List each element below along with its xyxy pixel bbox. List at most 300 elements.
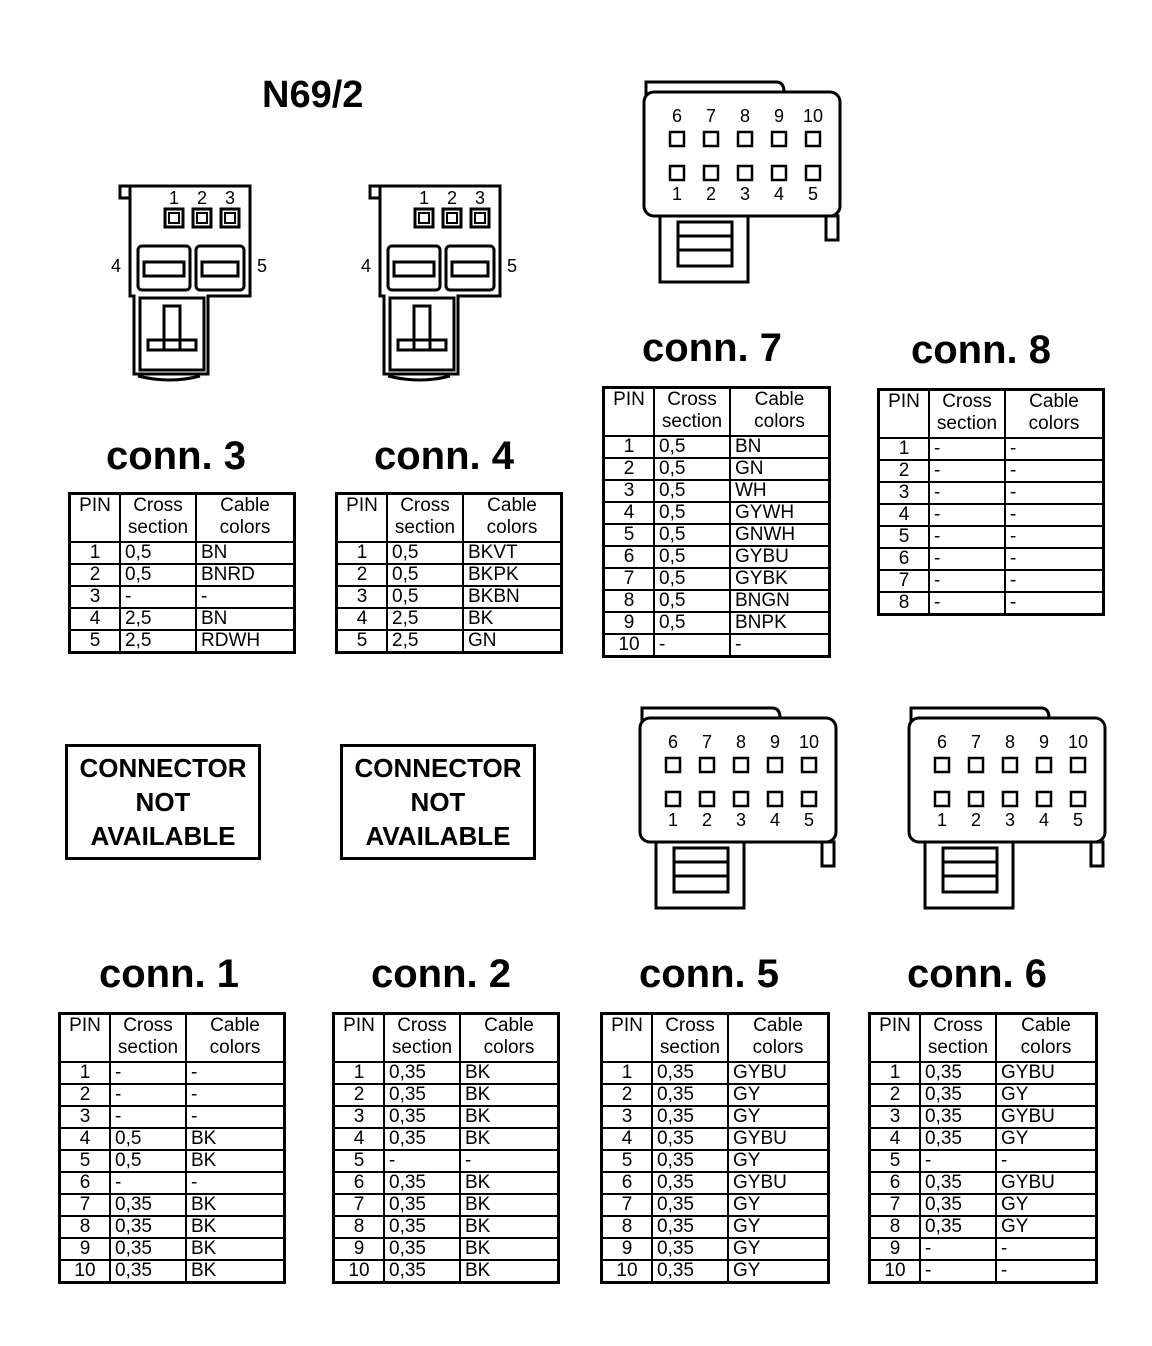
cross-section-cell: 0,5	[654, 546, 730, 568]
cross-section-cell: -	[110, 1084, 186, 1106]
table-row	[870, 1062, 1097, 1084]
cross-section-cell: 0,35	[110, 1260, 186, 1283]
pin-cell: 7	[334, 1194, 385, 1216]
cross-section-cell: 2,5	[120, 608, 196, 630]
cable-color-cell: BK	[186, 1150, 285, 1172]
table-row	[879, 482, 1104, 504]
pin-label: 3	[224, 188, 236, 208]
cable-color-cell: BK	[186, 1194, 285, 1216]
cable-color-cell: GYWH	[730, 502, 830, 524]
pin-cell: 4	[870, 1128, 921, 1150]
cable-color-cell: GYBU	[728, 1128, 829, 1150]
table-row	[604, 546, 830, 568]
pin-label: 6	[936, 732, 948, 752]
table-row	[870, 1238, 1097, 1260]
table-row	[60, 1106, 285, 1128]
cable-color-cell: -	[186, 1084, 285, 1106]
pin-cavity	[738, 132, 752, 146]
cable-color-cell: -	[1005, 482, 1104, 504]
cable-color-cell: GYBU	[728, 1172, 829, 1194]
pin-label: 3	[474, 188, 486, 208]
pin-label: 7	[705, 106, 717, 126]
table-row	[602, 1128, 829, 1150]
pin-cell: 5	[602, 1150, 653, 1172]
cable-color-cell: BKPK	[463, 564, 562, 586]
table-header-row	[334, 1014, 559, 1063]
cross-section-header: Cross section	[929, 390, 1005, 439]
cross-section-cell: -	[654, 634, 730, 657]
table-row	[879, 460, 1104, 482]
cross-section-cell: -	[110, 1172, 186, 1194]
pin-cavity-inner	[475, 213, 485, 223]
pin-cell: 3	[870, 1106, 921, 1128]
na-line3: AVAILABLE	[365, 821, 511, 851]
pin-label: 4	[110, 256, 122, 276]
cross-section-cell: 0,35	[652, 1238, 728, 1260]
pin-cavity	[802, 758, 816, 772]
connector-6-drawing	[905, 704, 1110, 909]
connector-3-drawing	[112, 178, 282, 383]
pin-cell: 10	[334, 1260, 385, 1283]
cross-section-cell: -	[929, 526, 1005, 548]
power-terminal	[394, 262, 434, 276]
cable-color-cell: -	[186, 1062, 285, 1084]
pin-cell: 3	[334, 1106, 385, 1128]
cable-color-cell: GYBU	[996, 1106, 1097, 1128]
cable-color-cell: GY	[728, 1194, 829, 1216]
pin-cell: 4	[604, 502, 655, 524]
pin-cell: 6	[334, 1172, 385, 1194]
table-row	[337, 542, 562, 564]
cable-color-cell: GY	[728, 1084, 829, 1106]
cable-color-cell: BK	[460, 1106, 559, 1128]
cross-section-cell: -	[920, 1260, 996, 1283]
table-header-row	[337, 494, 562, 543]
pin-cell: 7	[604, 568, 655, 590]
connector-not-available-2	[340, 744, 536, 860]
cross-section-cell: 0,35	[384, 1216, 460, 1238]
cross-section-cell: 0,5	[110, 1128, 186, 1150]
pin-cavity	[415, 209, 433, 227]
pin-cell: 7	[879, 570, 930, 592]
pin-cell: 6	[879, 548, 930, 570]
conn8-table	[877, 388, 1105, 616]
cross-section-cell: -	[929, 504, 1005, 526]
pin-cavity	[666, 792, 680, 806]
pin-label: 1	[667, 810, 679, 830]
pin-cell: 5	[879, 526, 930, 548]
pin-cell: 9	[602, 1238, 653, 1260]
power-terminal	[144, 262, 184, 276]
cross-section-cell: 0,35	[110, 1216, 186, 1238]
pin-cavity	[969, 792, 983, 806]
pin-cavity-inner	[225, 213, 235, 223]
connector-latch	[822, 842, 834, 866]
pin-cavity	[704, 166, 718, 180]
table-row	[337, 608, 562, 630]
cross-section-cell: 0,5	[654, 480, 730, 502]
table-row	[879, 526, 1104, 548]
lock-cavity	[140, 298, 204, 370]
cable-color-cell: GY	[996, 1084, 1097, 1106]
pin-label: 4	[773, 184, 785, 204]
pin-cell: 2	[870, 1084, 921, 1106]
cross-section-cell: -	[929, 438, 1005, 460]
pin-cell: 4	[60, 1128, 111, 1150]
pin-cavity-inner	[419, 213, 429, 223]
conn7-table	[602, 386, 831, 658]
pin-cavity	[1037, 758, 1051, 772]
table-row	[334, 1084, 559, 1106]
pin-cavity	[768, 792, 782, 806]
connector-base	[388, 376, 450, 380]
pin-cell: 6	[604, 546, 655, 568]
cross-section-cell: -	[384, 1150, 460, 1172]
cross-section-cell: 2,5	[120, 630, 196, 653]
cable-color-cell: BNGN	[730, 590, 830, 612]
pin-label: 3	[735, 810, 747, 830]
cross-section-cell: 0,5	[654, 458, 730, 480]
cross-section-cell: 0,35	[110, 1238, 186, 1260]
cable-color-cell: -	[1005, 438, 1104, 460]
cable-color-cell: GN	[463, 630, 562, 653]
cross-section-cell: 0,5	[387, 542, 463, 564]
conn3-title: conn. 3	[106, 434, 247, 478]
table-row	[604, 590, 830, 612]
table-row	[604, 458, 830, 480]
table-row	[879, 504, 1104, 526]
pin-cavity	[1037, 792, 1051, 806]
cross-section-cell: 0,35	[652, 1194, 728, 1216]
power-terminal	[452, 262, 488, 276]
pin-cell: 2	[334, 1084, 385, 1106]
table-row	[602, 1172, 829, 1194]
pin-cell: 4	[70, 608, 121, 630]
cross-section-cell: 0,35	[652, 1260, 728, 1283]
pin-cell: 9	[334, 1238, 385, 1260]
table-row	[60, 1062, 285, 1084]
pin-label: 4	[769, 810, 781, 830]
cross-section-cell: 0,35	[110, 1194, 186, 1216]
lock-cavity	[674, 848, 728, 892]
table-row	[334, 1150, 559, 1172]
cable-colors-header: Cable colors	[728, 1014, 829, 1063]
conn4-title: conn. 4	[374, 434, 515, 478]
table-row	[602, 1216, 829, 1238]
cable-color-cell: BK	[186, 1238, 285, 1260]
table-row	[870, 1084, 1097, 1106]
table-header-row	[60, 1014, 285, 1063]
cross-section-cell: 0,5	[654, 502, 730, 524]
pin-label: 5	[803, 810, 815, 830]
cross-section-cell: 2,5	[387, 608, 463, 630]
pin-cell: 1	[60, 1062, 111, 1084]
pin-cell: 6	[60, 1172, 111, 1194]
connector-base	[138, 376, 200, 380]
table-row	[334, 1238, 559, 1260]
pin-cell: 10	[602, 1260, 653, 1283]
cable-color-cell: BKVT	[463, 542, 562, 564]
table-header-row	[70, 494, 295, 543]
pin-cavity	[670, 132, 684, 146]
pin-cavity	[193, 209, 211, 227]
cable-colors-header: Cable colors	[730, 388, 830, 437]
pin-cell: 8	[60, 1216, 111, 1238]
conn2-table	[332, 1012, 560, 1284]
pin-header: PIN	[879, 390, 930, 439]
conn8-title: conn. 8	[911, 328, 1052, 372]
cable-colors-header: Cable colors	[996, 1014, 1097, 1063]
pin-label: 3	[1004, 810, 1016, 830]
connector-4-drawing	[362, 178, 532, 383]
pin-header: PIN	[70, 494, 121, 543]
lock-base	[148, 340, 196, 350]
cable-color-cell: GY	[728, 1106, 829, 1128]
table-row	[602, 1150, 829, 1172]
lock-tab	[164, 306, 180, 350]
lock-tab	[414, 306, 430, 350]
cross-section-cell: 0,35	[384, 1062, 460, 1084]
cable-color-cell: -	[730, 634, 830, 657]
lock-cavity	[390, 298, 454, 370]
table-row	[334, 1216, 559, 1238]
connector-latch	[826, 216, 838, 240]
cross-section-cell: 0,35	[920, 1128, 996, 1150]
table-row	[602, 1062, 829, 1084]
pin-header: PIN	[604, 388, 655, 437]
pin-cell: 1	[602, 1062, 653, 1084]
connector-hood	[911, 708, 1049, 722]
cross-section-header: Cross section	[120, 494, 196, 543]
table-row	[60, 1216, 285, 1238]
conn1-table	[58, 1012, 286, 1284]
connector-latch	[120, 186, 130, 198]
cable-color-cell: GY	[728, 1238, 829, 1260]
cross-section-cell: 0,35	[652, 1084, 728, 1106]
lock-cavity	[943, 848, 997, 892]
cross-section-cell: -	[110, 1106, 186, 1128]
pin-cavity	[734, 792, 748, 806]
cable-color-cell: BK	[460, 1062, 559, 1084]
cable-color-cell: GY	[996, 1128, 1097, 1150]
cable-color-cell: -	[1005, 570, 1104, 592]
table-row	[70, 608, 295, 630]
pin-cavity-inner	[169, 213, 179, 223]
pin-cavity	[670, 166, 684, 180]
cable-color-cell: BK	[186, 1128, 285, 1150]
cross-section-header: Cross section	[387, 494, 463, 543]
pin-label: 9	[1038, 732, 1050, 752]
pin-cavity	[700, 792, 714, 806]
pin-cavity	[443, 209, 461, 227]
cable-color-cell: -	[186, 1106, 285, 1128]
pin-label: 2	[970, 810, 982, 830]
connector-hood	[642, 708, 780, 722]
pin-cavity	[666, 758, 680, 772]
cross-section-cell: 0,35	[652, 1062, 728, 1084]
pin-cavity-inner	[447, 213, 457, 223]
cable-color-cell: GY	[996, 1194, 1097, 1216]
table-row	[870, 1150, 1097, 1172]
na-line2: NOT	[135, 787, 191, 817]
cable-color-cell: GN	[730, 458, 830, 480]
table-row	[70, 542, 295, 564]
pin-cell: 1	[879, 438, 930, 460]
connector-hood	[646, 82, 784, 96]
pin-cell: 10	[604, 634, 655, 657]
conn6-table	[868, 1012, 1098, 1284]
cross-section-cell: 0,5	[120, 564, 196, 586]
cross-section-cell: 0,35	[384, 1084, 460, 1106]
pin-label: 2	[196, 188, 208, 208]
connector-latch	[370, 186, 380, 198]
cable-color-cell: GY	[996, 1216, 1097, 1238]
pin-label: 9	[773, 106, 785, 126]
na-line1: CONNECTOR	[354, 753, 522, 783]
cross-section-cell: -	[120, 586, 196, 608]
cable-color-cell: BN	[196, 608, 295, 630]
pin-label: 5	[256, 256, 268, 276]
pin-cavity	[935, 792, 949, 806]
cable-color-cell: -	[1005, 592, 1104, 615]
pin-cell: 5	[334, 1150, 385, 1172]
cable-color-cell: -	[1005, 504, 1104, 526]
cross-section-cell: 0,5	[654, 436, 730, 458]
pin-cavity	[471, 209, 489, 227]
pin-cavity	[704, 132, 718, 146]
na-line3: AVAILABLE	[90, 821, 236, 851]
cable-color-cell: BK	[460, 1194, 559, 1216]
pin-cell: 2	[602, 1084, 653, 1106]
cross-section-cell: 0,35	[384, 1172, 460, 1194]
pin-cell: 1	[870, 1062, 921, 1084]
cable-color-cell: BN	[196, 542, 295, 564]
pin-cavity	[768, 758, 782, 772]
cross-section-cell: 0,35	[920, 1194, 996, 1216]
cross-section-cell: 0,5	[654, 524, 730, 546]
cable-color-cell: BK	[186, 1216, 285, 1238]
pin-cell: 6	[602, 1172, 653, 1194]
pin-cell: 3	[70, 586, 121, 608]
cable-color-cell: GYBU	[996, 1062, 1097, 1084]
main-title: N69/2	[262, 74, 364, 116]
cross-section-cell: 0,35	[652, 1128, 728, 1150]
pin-label: 2	[446, 188, 458, 208]
cross-section-cell: -	[110, 1062, 186, 1084]
cross-section-cell: 0,35	[652, 1150, 728, 1172]
cross-section-cell: 0,35	[652, 1172, 728, 1194]
cable-color-cell: -	[186, 1172, 285, 1194]
cross-section-cell: -	[929, 548, 1005, 570]
pin-cell: 3	[879, 482, 930, 504]
pin-cell: 1	[604, 436, 655, 458]
pin-label: 4	[360, 256, 372, 276]
table-row	[870, 1172, 1097, 1194]
table-row	[870, 1260, 1097, 1283]
table-header-row	[604, 388, 830, 437]
pin-label: 8	[739, 106, 751, 126]
cable-color-cell: BK	[460, 1128, 559, 1150]
lock-base	[398, 340, 446, 350]
pin-cavity-inner	[197, 213, 207, 223]
cross-section-cell: 0,5	[110, 1150, 186, 1172]
cable-color-cell: BK	[460, 1238, 559, 1260]
table-row	[337, 564, 562, 586]
cross-section-cell: 0,35	[652, 1216, 728, 1238]
cable-color-cell: GY	[728, 1150, 829, 1172]
cable-colors-header: Cable colors	[186, 1014, 285, 1063]
pin-cell: 1	[337, 542, 388, 564]
pin-label: 6	[667, 732, 679, 752]
cable-color-cell: -	[460, 1150, 559, 1172]
table-row	[70, 586, 295, 608]
pin-cell: 5	[337, 630, 388, 653]
pin-cavity	[1071, 792, 1085, 806]
cable-color-cell: GY	[728, 1260, 829, 1283]
pin-cavity	[806, 166, 820, 180]
pin-cavity	[700, 758, 714, 772]
pin-label: 10	[1067, 732, 1089, 752]
table-row	[604, 436, 830, 458]
conn1-title: conn. 1	[99, 952, 240, 996]
cable-color-cell: GYBK	[730, 568, 830, 590]
conn2-title: conn. 2	[371, 952, 512, 996]
pin-cell: 2	[70, 564, 121, 586]
pin-cell: 2	[337, 564, 388, 586]
pin-cell: 4	[337, 608, 388, 630]
cross-section-cell: 0,35	[384, 1106, 460, 1128]
pin-cell: 5	[70, 630, 121, 653]
table-row	[604, 612, 830, 634]
pin-label: 2	[701, 810, 713, 830]
table-row	[60, 1150, 285, 1172]
pin-cell: 8	[334, 1216, 385, 1238]
table-row	[60, 1194, 285, 1216]
pin-cell: 8	[602, 1216, 653, 1238]
table-row	[870, 1194, 1097, 1216]
pin-label: 3	[739, 184, 751, 204]
cross-section-header: Cross section	[920, 1014, 996, 1063]
pin-cell: 9	[604, 612, 655, 634]
pin-label: 10	[798, 732, 820, 752]
table-row	[870, 1106, 1097, 1128]
cable-color-cell: BK	[463, 608, 562, 630]
table-row	[879, 438, 1104, 460]
table-row	[70, 630, 295, 653]
cable-color-cell: GYBU	[728, 1062, 829, 1084]
pin-cell: 2	[879, 460, 930, 482]
pin-cell: 2	[604, 458, 655, 480]
cross-section-cell: 0,5	[387, 564, 463, 586]
pin-cavity	[802, 792, 816, 806]
pin-label: 1	[936, 810, 948, 830]
pin-cell: 4	[879, 504, 930, 526]
conn3-table	[68, 492, 296, 654]
cross-section-cell: -	[929, 482, 1005, 504]
pin-cell: 7	[60, 1194, 111, 1216]
table-row	[334, 1194, 559, 1216]
cross-section-header: Cross section	[652, 1014, 728, 1063]
pin-cell: 4	[334, 1128, 385, 1150]
conn7-title: conn. 7	[642, 326, 783, 370]
pin-header: PIN	[337, 494, 388, 543]
cable-color-cell: -	[196, 586, 295, 608]
table-row	[60, 1128, 285, 1150]
pin-cell: 3	[60, 1106, 111, 1128]
pin-cell: 4	[602, 1128, 653, 1150]
cross-section-header: Cross section	[110, 1014, 186, 1063]
cable-colors-header: Cable colors	[463, 494, 562, 543]
